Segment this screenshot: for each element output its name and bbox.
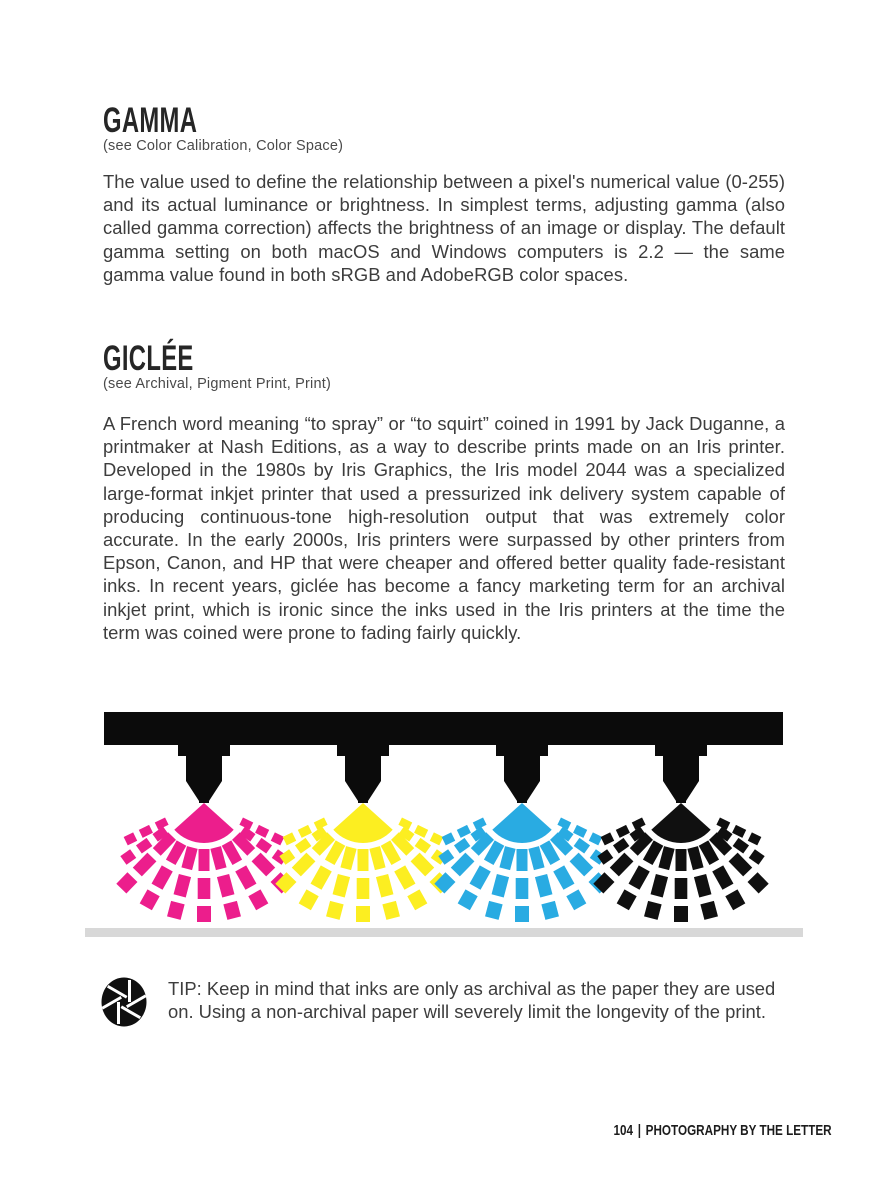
footer-separator: | xyxy=(638,1122,642,1139)
definition-gamma: The value used to define the relationship between a pixel's numerical value (0-255) and its actual luminance or brightness. In simplest terms, adjusting gamma (also called gamma correction) affects the brightness of an image or display. The default gamma setting on both macOS and Windows computers is 2.2 — the same gamma value found in both sRGB and AdobeRGB color spaces. xyxy=(103,171,785,285)
entry-gamma xyxy=(103,101,793,155)
ink-spray-black xyxy=(593,803,768,922)
book-title: PHOTOGRAPHY BY THE LETTER xyxy=(646,1122,832,1139)
term-heading-gamma-text: GAMMA xyxy=(103,101,198,140)
print-head-4 xyxy=(655,745,707,803)
see-also-giclee: (see Archival, Pigment Print, Print) xyxy=(103,376,331,392)
inkjet-heads-illustration xyxy=(0,700,888,945)
camera-aperture-icon xyxy=(100,976,148,1028)
term-heading-giclee xyxy=(103,339,793,378)
definition-giclee: A French word meaning “to spray” or “to squirt” coined in 1991 by Jack Duganne, a printmaker at Nash Editions, as a way to describe prints made on an Iris printer. Developed in the 1980s by Iris Graphics, the Iris model 2044 was a specialized large-format inkjet printer that used a pressurized ink delivery system capable of producing continuous-tone high-resolution output that was extremely color accurate. In the early 2000s, Iris printers were surpassed by other printers from Epson, Canon, and HP that were cheaper and offered better quality fade-resistant inks. In recent years, giclée has become a fancy marketing term for an archival inkjet print, which is ironic since the inks used in the Iris printers at the time the term was coined were prone to fading fairly quickly. xyxy=(103,413,785,643)
ink-spray-cyan xyxy=(434,803,609,922)
page-number: 104 xyxy=(613,1122,634,1139)
entry-giclee xyxy=(103,339,793,393)
page-footer xyxy=(552,1122,832,1140)
footer-text xyxy=(614,1122,832,1140)
ink-spray-yellow xyxy=(275,803,450,922)
print-head-3 xyxy=(496,745,548,803)
tip-text: TIP: Keep in mind that inks are only as archival as the paper they are used on. Using a non-archival paper will severely limit the longevity of the print. xyxy=(168,978,776,1023)
platen-bar xyxy=(85,928,803,937)
print-head-2 xyxy=(337,745,389,803)
term-heading-gamma xyxy=(103,101,793,140)
print-head-1 xyxy=(178,745,230,803)
term-heading-giclee-text: GICLÉE xyxy=(103,339,194,378)
ink-spray-magenta xyxy=(116,803,291,922)
carriage-bar xyxy=(104,712,783,745)
tip-box xyxy=(100,976,792,1028)
see-also-gamma: (see Color Calibration, Color Space) xyxy=(103,138,344,154)
